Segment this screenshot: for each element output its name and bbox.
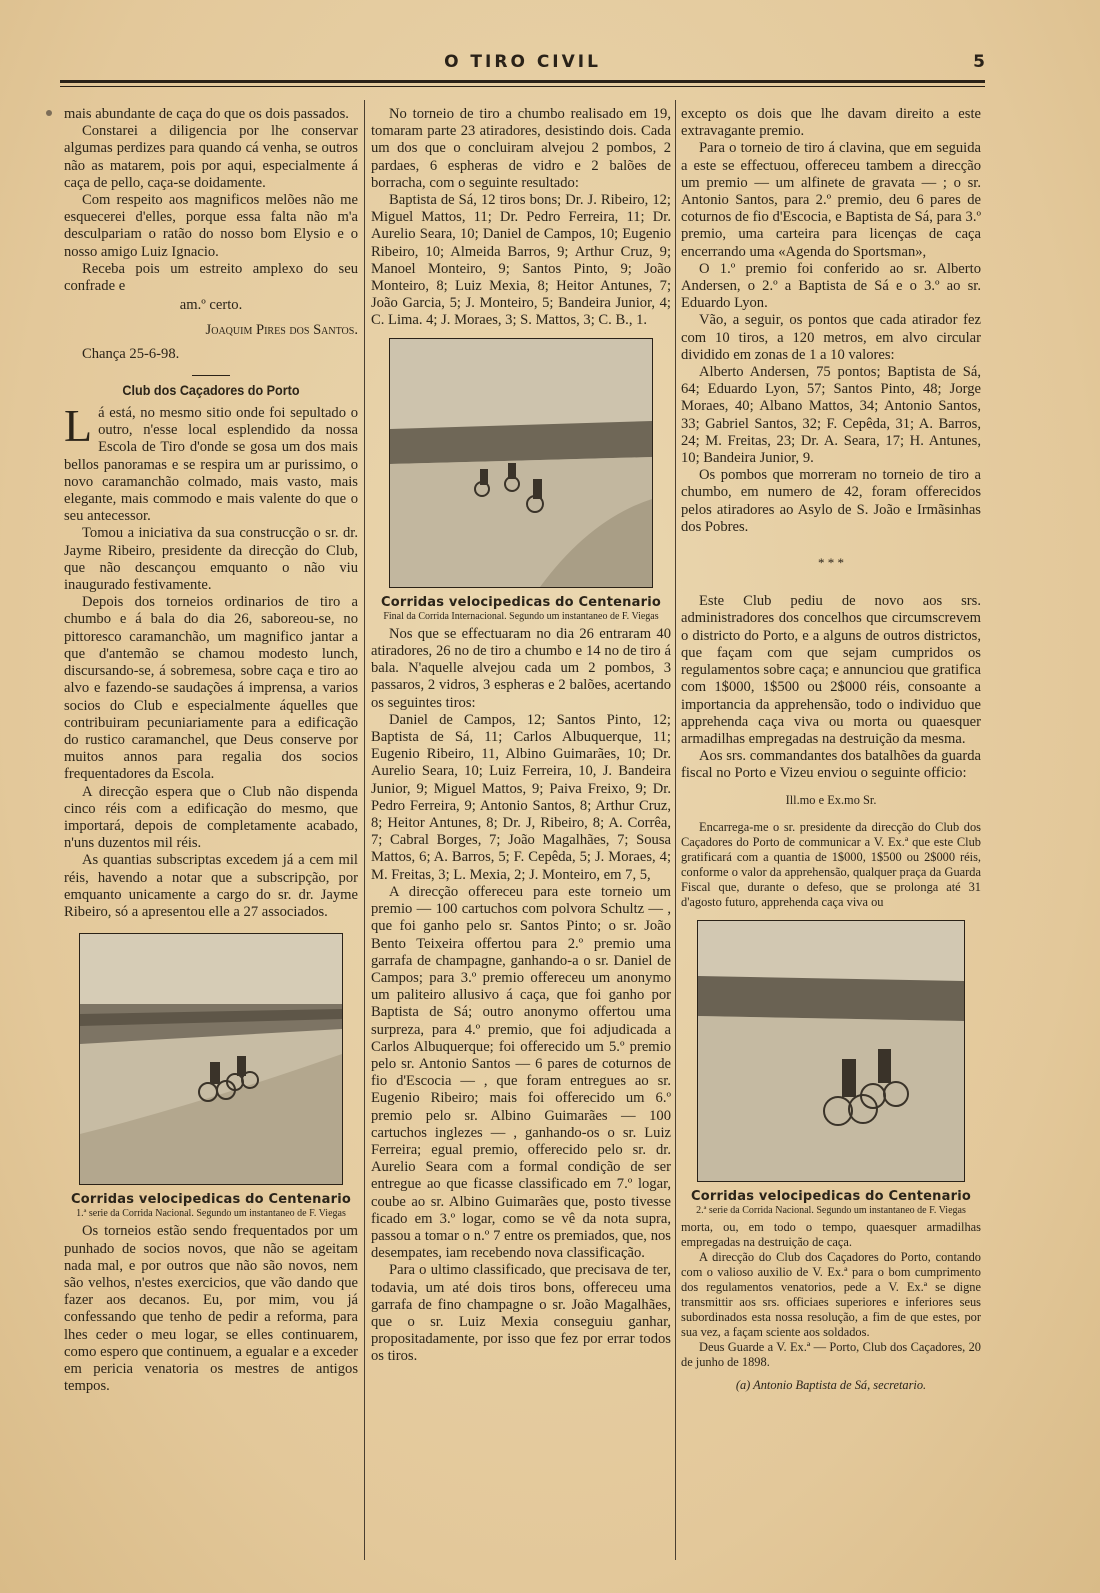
- cycling-race-photo-icon: [697, 920, 965, 1182]
- paragraph: Depois dos torneios ordinarios de tiro a chumbo e á bala do dia 26, saboreou-se, no pittoresco caramanchão, um magnifico jantar a que d'antemão se chamou modesto lunch, discursando-se, á sobremesa, sobre caça e tiro ao alvo e fazendo-se saudações á imprensa, a varios socios do Club e especialmente áquelles que contribuiram pecuniariamente para a edificação do rustico caramanchel, que Deus conserve por muitos annos para regalia dos socios frequentadores da Escola.: [64, 594, 358, 783]
- photo-caption-title: Corridas velocipedicas do Centenario: [691, 1188, 971, 1204]
- paragraph: Constarei a diligencia por lhe conservar algumas perdizes para quando cá venha, se outros não as matarem, pois por aqui, especialmente á caça de pello, caça-se doidamente.: [64, 123, 358, 191]
- letter-paragraph: Deus Guarde a V. Ex.ª — Porto, Club dos Caçadores, 20 de junho de 1898.: [681, 1339, 981, 1369]
- column-2: [371, 106, 671, 1366]
- paragraph: Alberto Andersen, 75 pontos; Baptista de Sá, 64; Eduardo Lyon, 57; Santos Pinto, 48; Jorge Moraes, 40; Albano Mattos, 34; Antonio Santos, 33; Gabriel Santos, 32; F. Cepêda, 31; A. Barros, 24; M. Freitas, 23; Dr. A. Seara, 17; H. Antunes, 10; Bandeira Junior, 9.: [681, 364, 981, 467]
- photo-caption-credit: 2.ª serie da Corrida Nacional. Segundo um instantaneo de F. Viegas: [696, 1204, 966, 1216]
- photo-caption-credit: 1.ª serie da Corrida Nacional. Segundo um instantaneo de F. Viegas: [76, 1208, 346, 1220]
- paragraph: As quantias subscriptas excedem já a cem mil réis, havendo a notar que a subscripção, por emquanto unicamente a cargo do sr. dr. Jayme Ribeiro, só a apresentou elle a 27 associados.: [64, 852, 358, 920]
- paragraph: Os torneios estão sendo frequentados por um punhado de socios novos, que não se ageitam nada mal, e por outros que não são novos, nem são velhos, n'estes exercicios, que vão dando que fazer aos decanos. Eu, por mim, vou já confessando que tenho de pedir a reforma, para lhes ceder o meu logar, se elles continuarem, como espero que continuem, a egualar e a exceder em pericia venatoria os mestres de antigos tempos.: [64, 1223, 358, 1395]
- cycling-race-photo-icon: [389, 338, 653, 588]
- cycling-race-photo-icon: [79, 933, 343, 1185]
- paragraph: Baptista de Sá, 12 tiros bons; Dr. J. Ribeiro, 12; Miguel Mattos, 11; Dr. Pedro Ferreira, 11; Dr. Aurelio Seara, 10; Daniel de Campos, 10; Eugenio Ribeiro, 10; Almeida Barros, 9; Arthur Cruz, 9; Manoel Monteiro, 9; Santos Pinto, 9; João Monteiro, 8; Luiz Mexia, 8; Heitor Antunes, 7; João Garcia, 5; J. Monteiro, 5; Bandeira Junior, 4; C. Lima. 4; J. Moraes, 3; S. Mattos, 3; C. B., 1.: [371, 192, 671, 329]
- newspaper-title: O TIRO CIVIL: [444, 52, 601, 72]
- drop-cap: L: [64, 400, 93, 452]
- paragraph: Nos que se effectuaram no dia 26 entraram 40 atiradores, 26 no de tiro a chumbo e 14 no de tiro á bala. N'aquelle alvejou cada um 2 pombos, 3 passaros, 2 vidros, 3 espheras e 2 balões, acertando os seguintes tiros:: [371, 625, 671, 711]
- column-divider: [364, 100, 365, 1560]
- header-rule-thin: [60, 86, 985, 87]
- paragraph-text: á está, no mesmo sitio onde foi sepultado o outro, n'esse local esplendido da nossa Escola de Tiro d'onde se gosa um dos mais bellos panoramas e se respira um ar purissimo, o novo caramanchão colmado, mais vasto, mais elegante, mais commodo e mais valente do que o seu antecessor.: [64, 405, 358, 525]
- letter-salutation: Ill.mo e Ex.mo Sr.: [785, 792, 877, 807]
- paragraph: O 1.º premio foi conferido ao sr. Alberto Andersen, o 2.º a Baptista de Sá e o 3.º ao sr. Eduardo Lyon.: [681, 260, 981, 312]
- photo-caption-title: Corridas velocipedicas do Centenario: [381, 594, 661, 610]
- column-1: [64, 106, 358, 1395]
- paragraph: Com respeito aos magnificos melões não me esquecerei d'elles, porque essa falta não m'a desculpariam o ratão do nosso bom Elysio e o nosso amigo Luiz Ignacio.: [64, 192, 358, 260]
- paragraph: Tomou a iniciativa da sua construcção o sr. dr. Jayme Ribeiro, presidente da direcção do Club, que não descançou emquanto o não viu inaugurado festivamente.: [64, 525, 358, 594]
- page-header: [60, 50, 985, 80]
- paragraph: Receba pois um estreito amplexo do seu confrade e: [64, 260, 358, 295]
- paragraph: Vão, a seguir, os pontos que cada atirador fez com 10 tiros, a 120 metros, em alvo circular dividido em zonas de 1 a 10 valores:: [681, 312, 981, 363]
- photo-caption-title: Corridas velocipedicas do Centenario: [71, 1192, 351, 1208]
- letter-paragraph: A direcção do Club dos Caçadores do Porto, contando com o valioso auxilio de V. Ex.ª para o bom cumprimento dos regulamentos venatorios, pede a V. Ex.ª se digne transmittir aos srs. officiaes superiores e inferiores seus subordinados esta nossa resolução, a fim de que estes, por sua vez, a façam sciente aos soldados.: [681, 1249, 981, 1339]
- photo-figure: [64, 933, 358, 1219]
- paragraph: mais abundante de caça do que os dois passados.: [64, 106, 349, 122]
- paragraph: Este Club pediu de novo aos srs. administradores dos concelhos que circumscrevem o districto do Porto, e a alguns de outros districtos, que façam com que sejam cumpridos os regulamentos sobre caça; e annunciou que gratifica com 1$000, 1$500 ou 2$000 réis, consoante a importancia da apprehensão, todo o individuo que apprehenda caça viva ou morta ou quaesquer armadilhas empregadas na destruição da mesma.: [681, 593, 981, 747]
- photo-figure: [371, 338, 671, 622]
- paragraph: Para o torneio de tiro á clavina, que em seguida a este se effectuou, offereceu tambem a direcção um premio — um alfinete de gravata — ; o sr. Antonio Santos, para 2.º premio, deu 6 pares de coturnos de fio d'Escocia, e Baptista de Sá, para 3.º premio, uma carteira para licenças de caça encerrando uma «Agenda do Sportsman»,: [681, 140, 981, 260]
- paragraph-dropcap: [64, 400, 358, 525]
- paper-stain: [46, 110, 52, 116]
- section-rule: [192, 375, 230, 376]
- photo-caption-credit: Final da Corrida Internacional. Segundo um instantaneo de F. Viegas: [383, 610, 659, 622]
- paragraph: excepto os dois que lhe davam direito a este extravagante premio.: [681, 106, 981, 140]
- letter-paragraph: morta, ou, em todo o tempo, quaesquer armadilhas empregadas na destruição de caça.: [681, 1219, 981, 1249]
- letter-paragraph: Encarrega-me o sr. presidente da direcção do Club dos Caçadores do Porto de communicar a V. Ex.ª que este Club gratificará com a quantia de 1$000, 1$500 ou 2$000 réis, conforme o valor da apprehensão, qualquer praça da Guarda Fiscal que, durante o defeso, que se prolonga até 31 d'agosto futuro, apprehenda caça viva ou: [681, 819, 981, 909]
- section-stars: * * *: [818, 555, 844, 571]
- column-divider: [675, 100, 676, 1560]
- letter-signature: Joaquim Pires dos Santos.: [205, 322, 358, 339]
- paragraph: No torneio de tiro a chumbo realisado em 19, tomaram parte 23 atiradores, desistindo dois. Cada um dos que o concluiram alvejou 2 pombos, 2 pardaes, 6 espheras de vidro e 2 balões de borracha, com o seguinte resultado:: [371, 106, 671, 191]
- paragraph: Para o ultimo classificado, que precisava de ter, todavia, um até dois tiros bons, offereceu uma garrafa de fino champagne o sr. João Magalhães, que o sr. Luiz Mexia conseguiu ganhar, propositadamente, por isso que fez por errar todos os tiros.: [371, 1262, 671, 1365]
- paragraph: Daniel de Campos, 12; Santos Pinto, 12; Baptista de Sá, 11; Carlos Albuquerque, 11; Eugenio Ribeiro, 11, Albino Guimarães, 10; Dr. Aurelio Seara, 10; Luiz Ferreira, 10, J. Bandeira Junior, 9; Miguel Mattos, 9; Paiva Freixo, 9; Dr. Pedro Ferreira, 9; Antonio Santos, 8; Arthur Cruz, 8; Heitor Antunes, 8; Dr. J, Ribeiro, 8; A. Corrêa, 7; Cabral Borges, 7; João Magalhães, 7; Sousa Mattos, 6; A. Barros, 5; F. Cepêda, 5; J. Moraes, 4; M. Freitas, 3; L. Mexia, 2; J. Monteiro, em 7, 5,: [371, 711, 671, 883]
- paragraph: Aos srs. commandantes dos batalhões da guarda fiscal no Porto e Vizeu enviou o seguinte officio:: [681, 748, 981, 782]
- letter-closing: am.º certo.: [179, 297, 243, 314]
- paragraph: Os pombos que morreram no torneio de tiro a chumbo, em numero de 42, foram offerecidos pelos atiradores ao Asylo de S. João e Irmãsinhas dos Pobres.: [681, 467, 981, 535]
- column-3: [681, 106, 981, 1393]
- paragraph: A direcção offereceu para este torneio um premio — 100 cartuchos com polvora Schultz — , que foi ganho pelo sr. Santos Pinto; o sr. João Bento Teixeira offertou para 2.º premio uma garrafa de champagne, ganhando-a o sr. Daniel de Campos; para 3.º premio offereceu um anonymo um paliteiro allusivo á caça, que foi ganho por Baptista de Sá; outro anonymo offertou uma surpreza, para 4.º premio, que foi adjudicada a Carlos Albuquerque; foi offerecido um 5.º premio pelo sr. Antonio Santos — 6 pares de coturnos de fio d'Escocia — , que foram entregues ao sr. Eugenio Ribeiro; mais foi offerecido um 6.º premio pelo sr. Albino Guimarães — 100 cartuchos inglezes — , ganhando-os o sr. Luiz Ferreira; egual premio, offerecido pelo sr. dr. Aurelio Seara com a formal condição de ser entregue ao que ficasse classificado em 7.º logar, coube ao sr. Albino Guimarães que, posto tivesse ficado em 3.º logar, como se vê da nota supra, passou a tomar o n.º 7 entre os premiados, que, nos desempates, iam recebendo nova classificação.: [371, 883, 671, 1262]
- letter-signature: (a) Antonio Baptista de Sá, secretario.: [735, 1377, 927, 1392]
- header-rule: [60, 80, 985, 83]
- section-heading: Club dos Caçadores do Porto: [122, 381, 300, 398]
- place-date: Chança 25-6-98.: [82, 345, 180, 362]
- photo-figure: [681, 920, 981, 1216]
- paragraph: A direcção espera que o Club não dispenda cinco réis com a edificação do mesmo, que importará, depois de completamente acabado, n'uns duzentos mil réis.: [64, 783, 358, 852]
- page-number: 5: [973, 52, 985, 72]
